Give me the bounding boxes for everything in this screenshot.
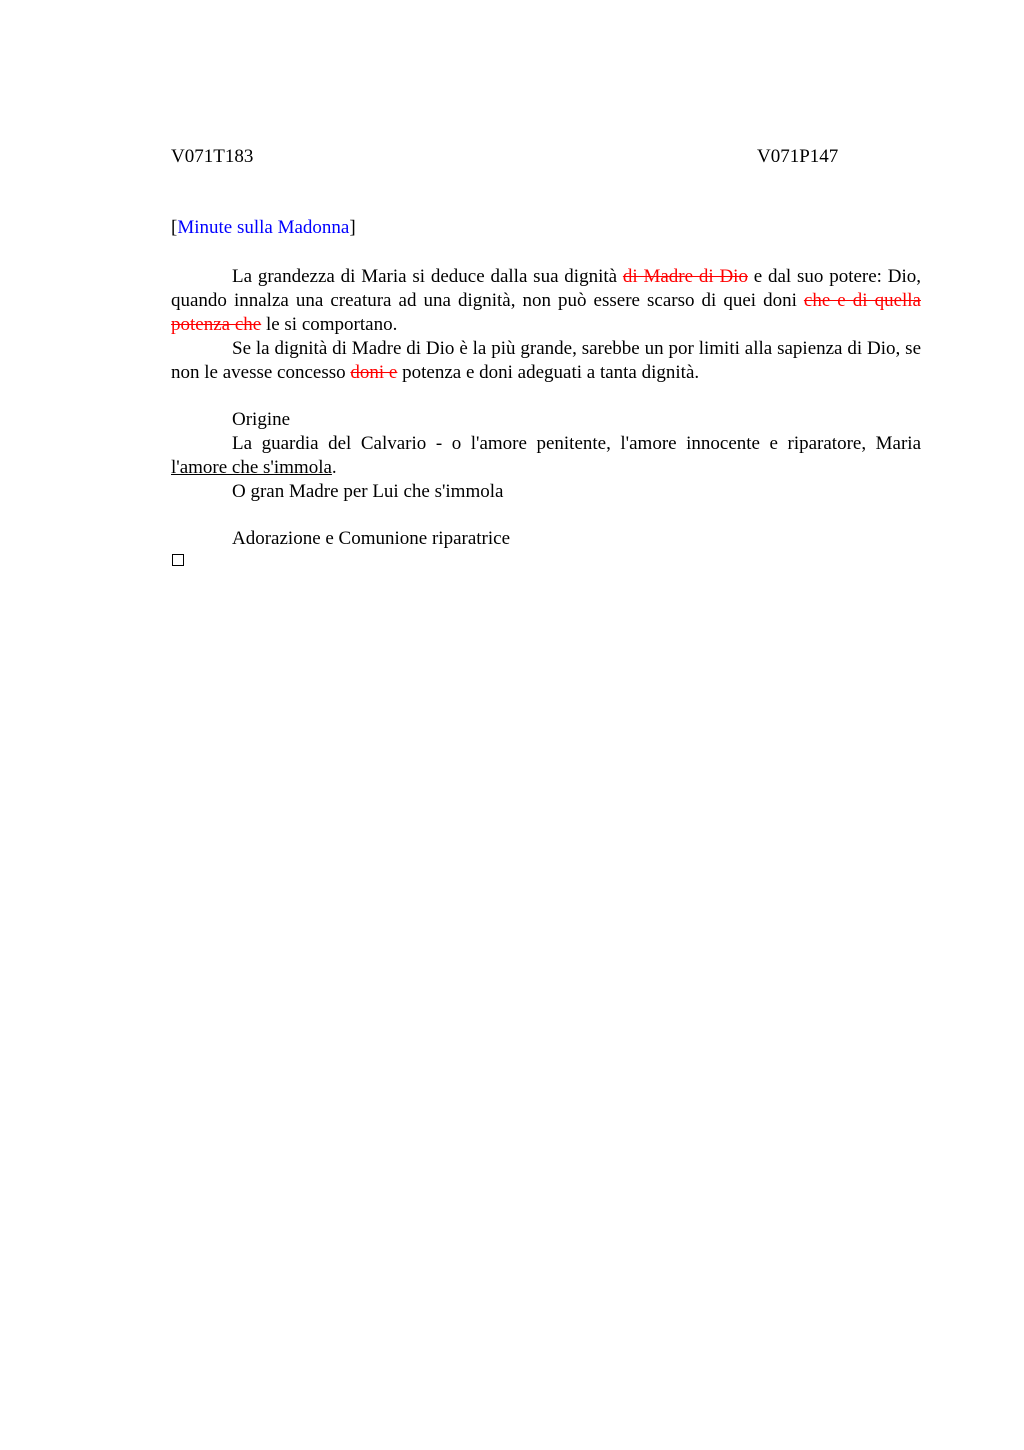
text-run: e dal suo potere: Dio, quando innalza una creatura ad una dignità, non può essere scarso di quei doni <box>171 266 922 311</box>
title-link[interactable]: Minute sulla Madonna <box>177 217 350 238</box>
text-run: La grandezza di Maria si deduce dalla sua dignità <box>232 266 623 287</box>
deleted-text: doni e <box>350 362 398 383</box>
underlined-text: l'amore che s'immola <box>171 457 332 478</box>
paragraph-origine: Origine <box>232 409 291 430</box>
paragraph-adorazione: Adorazione e Comunione riparatrice <box>232 528 511 549</box>
title-open-bracket: [ <box>171 217 178 238</box>
text-run: La guardia del Calvario - o l'amore penitente, l'amore innocente e riparatore, Maria <box>232 433 921 454</box>
document-title <box>171 217 356 239</box>
text-run: . <box>331 457 337 478</box>
deleted-text: che e di quella potenza che <box>171 290 921 335</box>
paragraph-gran-madre: O gran Madre per Lui che s'immola <box>232 481 504 502</box>
text-run: potenza e doni adeguati a tanta dignità. <box>397 362 700 383</box>
page-header <box>171 146 921 170</box>
title-close-bracket: ] <box>349 217 356 238</box>
checkbox-square-icon <box>172 554 184 566</box>
text-run: le si comportano. <box>261 314 398 335</box>
text-run: Se la dignità di Madre di Dio è la più grande, sarebbe un por limiti alla sapienza di Dio, se non le avesse concesso <box>171 338 921 383</box>
document-body <box>171 265 921 551</box>
paragraph-gap <box>171 504 921 527</box>
paragraph-grandezza <box>171 265 921 337</box>
paragraph-calvario <box>171 432 921 480</box>
deleted-text: di Madre di Dio <box>622 266 748 287</box>
document-code-left: V071T183 <box>171 146 254 167</box>
paragraph-gap <box>171 385 921 408</box>
document-code-right: V071P147 <box>757 146 839 167</box>
paragraph-dignita <box>171 337 921 385</box>
